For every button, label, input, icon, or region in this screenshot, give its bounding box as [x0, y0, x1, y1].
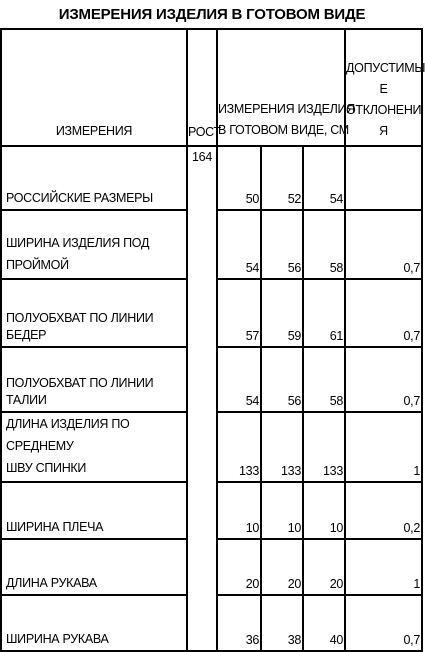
- tolerance-cell: 1: [345, 412, 422, 482]
- header-sizes-line1: ИЗМЕРЕНИЯ ИЗДЕЛИЯ: [218, 102, 355, 116]
- tolerance-cell: 0,7: [345, 347, 422, 412]
- row-label-text: ШИРИНА ИЗДЕЛИЯ ПОД: [6, 236, 150, 250]
- row-label-text: ДЛИНА РУКАВА: [6, 576, 97, 590]
- header-row: [1, 29, 422, 146]
- row-label: [1, 482, 187, 539]
- size-cell: 36: [217, 595, 261, 651]
- size-cell: 56: [261, 210, 303, 279]
- size-cell: 10: [217, 482, 261, 539]
- header-tolerance-line3: ОТКЛОНЕНИ: [346, 103, 422, 117]
- header-sizes-line2: В ГОТОВОМ ВИДЕ, СМ: [218, 123, 349, 137]
- size-cell: 58: [303, 210, 345, 279]
- size-cell: 133: [261, 412, 303, 482]
- table-row: [1, 146, 422, 210]
- size-cell: 57: [217, 279, 261, 347]
- size-cell: 20: [261, 539, 303, 595]
- row-label-text: ДЛИНА ИЗДЕЛИЯ ПО СРЕДНЕМУ: [6, 417, 130, 453]
- size-cell: 54: [303, 146, 345, 210]
- size-cell: 10: [303, 482, 345, 539]
- size-cell: 52: [261, 146, 303, 210]
- size-cell: 54: [217, 347, 261, 412]
- size-cell: 10: [261, 482, 303, 539]
- measurements-table: [0, 28, 423, 652]
- header-tolerance-line1: ДОПУСТИМЫ: [346, 61, 425, 75]
- row-label-text: ШИРИНА ПЛЕЧА: [6, 520, 104, 534]
- header-tolerance-line2: Е: [379, 82, 388, 96]
- size-cell: 59: [261, 279, 303, 347]
- row-label-text: РОССИЙСКИЕ РАЗМЕРЫ: [6, 191, 153, 205]
- size-cell: 56: [261, 347, 303, 412]
- row-label-text: ПОЛУОБХВАТ ПО ЛИНИИ БЕДЕР: [6, 311, 154, 342]
- header-rost-label: РОСТ: [188, 125, 221, 139]
- size-cell: 50: [217, 146, 261, 210]
- header-measure-label: ИЗМЕРЕНИЯ: [55, 124, 133, 138]
- size-cell: 58: [303, 347, 345, 412]
- row-label: [1, 539, 187, 595]
- size-cell: 133: [303, 412, 345, 482]
- size-cell: 61: [303, 279, 345, 347]
- row-label: [1, 210, 187, 279]
- size-cell: 20: [303, 539, 345, 595]
- header-rost: [187, 29, 221, 146]
- header-tolerance: [345, 29, 425, 146]
- size-cell: 20: [217, 539, 261, 595]
- row-label: [1, 412, 187, 482]
- row-label: [1, 595, 187, 651]
- tolerance-cell: 0,7: [345, 279, 422, 347]
- table-title: ИЗМЕРЕНИЯ ИЗДЕЛИЯ В ГОТОВОМ ВИДЕ: [58, 6, 366, 23]
- row-label: [1, 347, 187, 412]
- row-label-text: ШИРИНА РУКАВА: [6, 632, 109, 646]
- size-cell: 133: [217, 412, 261, 482]
- row-label: [1, 146, 187, 210]
- header-sizes: [217, 29, 355, 146]
- tolerance-cell: 0,7: [345, 595, 422, 651]
- size-cell: 40: [303, 595, 345, 651]
- header-tolerance-line4: Я: [379, 124, 388, 138]
- rost-value-cell: [187, 146, 217, 651]
- header-measure: [1, 29, 187, 146]
- row-label: [1, 279, 187, 347]
- size-cell: 38: [261, 595, 303, 651]
- tolerance-cell: 0,2: [345, 482, 422, 539]
- tolerance-cell: 1: [345, 539, 422, 595]
- row-label-text: ПРОЙМОЙ: [6, 258, 69, 272]
- size-cell: 54: [217, 210, 261, 279]
- rost-value: 164: [192, 150, 212, 164]
- row-label-text: ШВУ СПИНКИ: [6, 461, 87, 475]
- row-label-text: ПОЛУОБХВАТ ПО ЛИНИИ ТАЛИИ: [6, 376, 154, 407]
- tolerance-cell: 0,7: [345, 210, 422, 279]
- tolerance-cell: [345, 146, 422, 210]
